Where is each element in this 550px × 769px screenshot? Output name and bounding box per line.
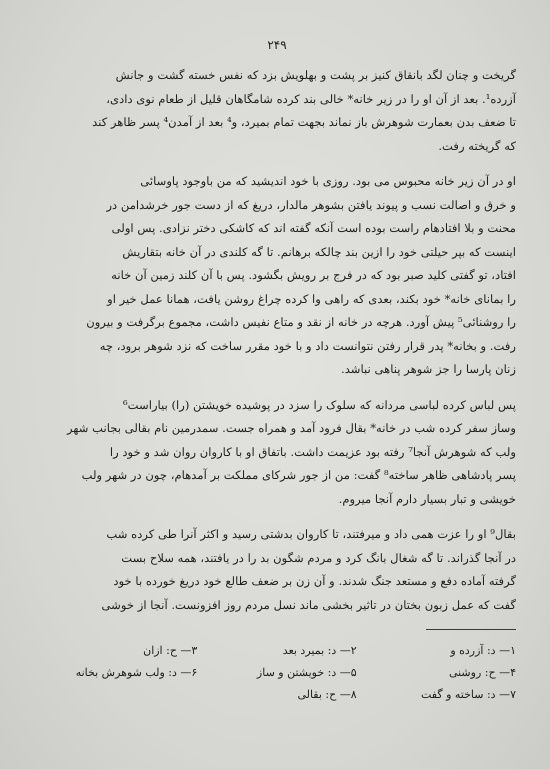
footnote-row: [38, 684, 516, 706]
text-line: رفت. و بخانه* پدر قرار رفتن نتوانست داد و با خود مقرر ساخت که نزد شوهر برود، چه: [99, 338, 516, 353]
footnote: ۱— د: آزرده و: [450, 644, 516, 657]
text-line: اینست که بپر حیلتی خود را ازین بند چالکه برهانم. تا گه کلندی در آن خانه بتقاریش: [122, 244, 516, 259]
body-text: [38, 64, 516, 617]
footnote-divider: [426, 629, 516, 630]
footnote-row: [38, 640, 516, 662]
paragraph-2: [38, 170, 516, 382]
text-line: آزرده¹. بعد از آن او را در زیر خانه* خالی بند کرده شامگاهان قلیل از طعام نوی دادی،: [106, 91, 516, 106]
text-line: گرفته آماده دفع و مستعد جنگ شدند. و آن زن بر ضعف طالع خود دریغ خورده با خود: [113, 574, 516, 588]
text-line: گفت که عمل زبون بختان در تاثیر بخشی ماند نسل مردم روز افزونست. آنجا از خوشی: [101, 597, 516, 612]
page-number: ۲۴۹: [267, 38, 287, 52]
footnote: ۳— ح: ازان: [143, 644, 198, 657]
footnote: ۲— د: بمیرد بعد: [282, 644, 357, 657]
paragraph-4: [38, 523, 516, 617]
text-line: تا ضعف بدن بعمارت شوهرش باز نماند بجهت تمام بمیرد، و⁴ بعد از آمدن⁴ پسر ظاهر کند: [92, 115, 516, 129]
footnotes: [38, 640, 516, 706]
text-line: که گریخته رفت.: [438, 138, 516, 153]
footnote: ۵— د: خویشتن و ساز: [256, 666, 357, 679]
footnote-row: [38, 662, 516, 684]
footnote: ۷— د: ساخته و گفت: [420, 688, 516, 701]
text-line: و خرق و اصالت نسب و پیوند یافتن بشوهر مالدار، دریغ که از دست جور خرشدامن در: [106, 197, 516, 212]
text-line: را روشنائی⁵ پیش آورد. هرچه در خانه از نقد و متاع نفیس داشت، مجموع برگرفت و بیرون: [86, 315, 516, 329]
text-line: محنت و بلا افتادهام راست بوده است آنکه گفته اند که کاشکی دختر نزادی. پس اولی: [111, 221, 516, 235]
text-line: ولب که شوهرش آنجا⁷ رفته بود عزیمت داشت. باتفاق او با کاروان روان شد و خود را: [109, 444, 516, 459]
text-line: گریخت و چنان لگد بانقاق کنیز بر پشت و بهلویش بزد که نفس خسته گشت و جانش: [115, 68, 516, 82]
text-line: پس لباس کرده لباسی مردانه که سلوک را سزد در پوشیده خویشتن (را) بیاراست⁶: [122, 397, 516, 412]
text-line: وساز سفر کرده شب در خانه* بقال فرود آمد و همراه جست. سمدرمین نام بقالی بجانب شهر: [67, 421, 516, 435]
text-line: در آنجا گذراند. تا گه شغال بانگ کرد و مردم شگون بد را در یافتند، همه سلاح بست: [121, 550, 516, 565]
paragraph-3: [38, 394, 516, 512]
text-line: پسر پادشاهی ظاهر ساخته⁸ گفت: من از جور شرکای مملکت بر آمدهام، چون در شهر ولب: [81, 468, 516, 482]
text-line: افتاد، تو گفتی کلید صبر بود که در فرج بر رویش بگشود. پس با آن کلند زمین آن خانه: [111, 268, 516, 282]
footnote: ۸— ح: بقالی: [297, 688, 357, 701]
text-line: زنان پارسا را جز شوهر پناهی نباشد.: [341, 362, 516, 376]
text-line: را بمانای خانه* خود بکند، بعدی که راهی وا کرده چراغ روشن یافت، همانا عمل خیر او: [107, 291, 516, 306]
footnote: ۶— د: ولب شوهرش بخانه: [75, 666, 198, 679]
text-line: بقال⁹ او را عزت همی داد و میرفتند، تا کاروان بدشتی رسید و اکثر آنرا طی کرده شب: [106, 527, 516, 541]
text-line: او در آن زیر خانه محبوس می بود. روزی با خود اندیشید که من باوجود پاوسائی: [140, 174, 516, 188]
paragraph-1: [38, 64, 516, 158]
text-line: خویشی و تبار بسیار دارم آنجا میروم.: [338, 491, 516, 506]
footnote: [38, 684, 197, 706]
footnote: ۴— ح: روشنی: [448, 666, 516, 679]
